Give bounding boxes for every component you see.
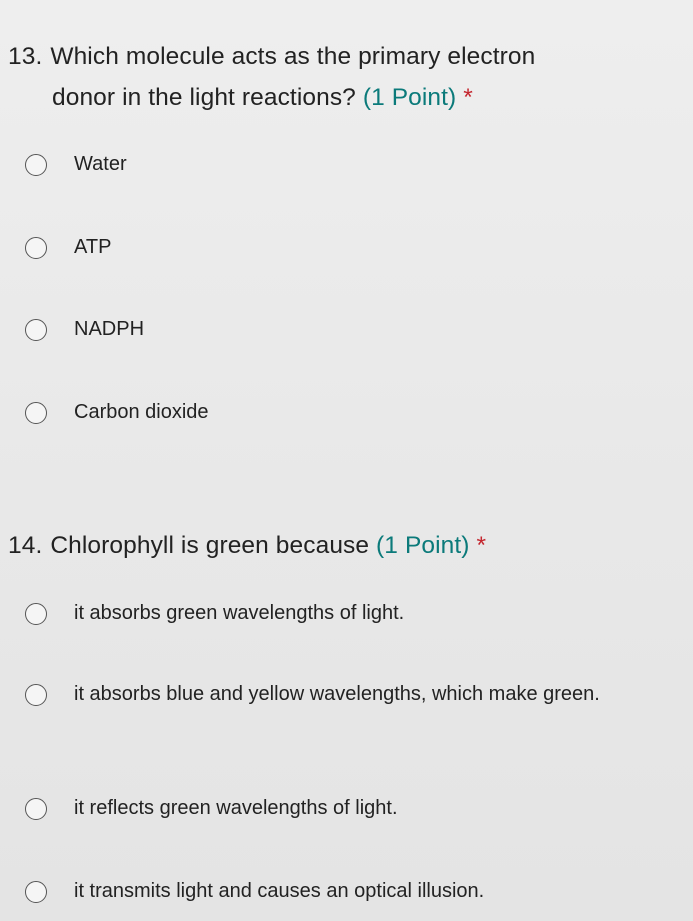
radio-button[interactable] [25, 684, 47, 706]
option-label: it reflects green wavelengths of light. [74, 797, 398, 819]
question-13-option-water[interactable] [25, 143, 644, 186]
question-13-text-line2: donor in the light reactions? [52, 84, 356, 111]
radio-button[interactable] [25, 881, 47, 903]
radio-button[interactable] [25, 319, 47, 341]
option-label: Carbon dioxide [74, 401, 209, 423]
question-14-points: (1 Point) [376, 532, 470, 559]
question-14-title [8, 525, 678, 566]
question-14-option-2[interactable] [25, 673, 644, 716]
question-13-required-marker: * [463, 84, 473, 111]
question-13-points: (1 Point) [362, 84, 457, 111]
option-label: it absorbs blue and yellow wavelengths, which make green. [74, 683, 600, 705]
option-label: it absorbs green wavelengths of light. [74, 602, 405, 624]
option-label: NADPH [74, 318, 145, 340]
radio-button[interactable] [25, 154, 47, 176]
option-label: ATP [74, 236, 112, 258]
question-14-option-1[interactable] [25, 592, 644, 635]
question-13-text-line1: Which molecule acts as the primary electron [50, 43, 536, 70]
question-14 [8, 525, 678, 566]
question-14-option-4[interactable] [25, 870, 644, 913]
radio-button[interactable] [25, 798, 47, 820]
radio-button[interactable] [25, 603, 47, 625]
question-13-title [8, 36, 678, 118]
radio-button[interactable] [25, 402, 47, 424]
question-14-text-line1: Chlorophyll is green because [50, 532, 370, 559]
option-label: it transmits light and causes an optical illusion. [74, 880, 485, 902]
question-14-number: 14. [8, 532, 43, 559]
question-13-number: 13. [8, 43, 43, 70]
question-14-required-marker: * [476, 532, 487, 559]
question-14-option-3[interactable] [25, 787, 644, 830]
question-13-option-atp[interactable] [25, 226, 644, 269]
question-13-option-carbon-dioxide[interactable] [25, 391, 644, 434]
radio-button[interactable] [25, 237, 47, 259]
question-13 [8, 36, 678, 118]
question-13-option-nadph[interactable] [25, 308, 644, 351]
option-label: Water [74, 153, 127, 175]
